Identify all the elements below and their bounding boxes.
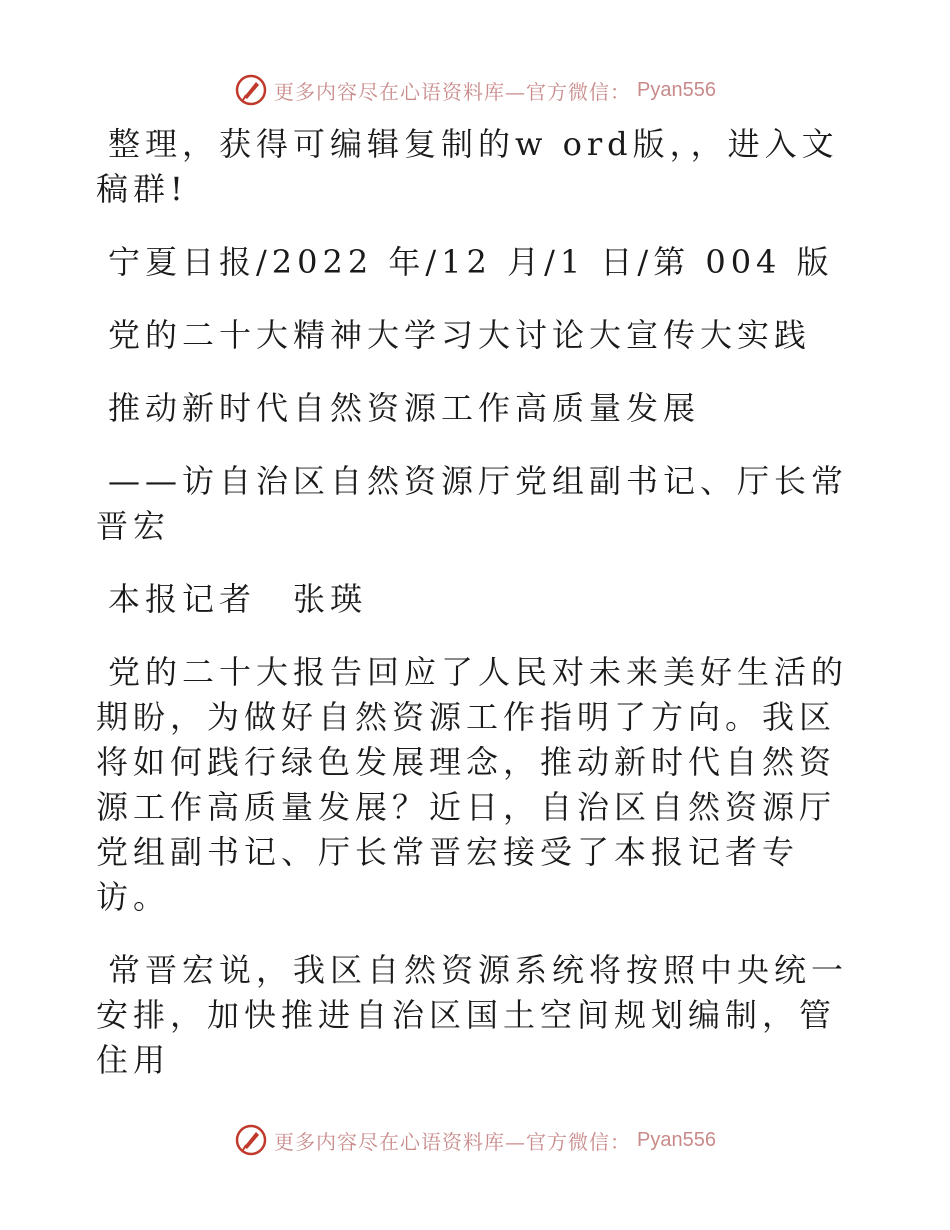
watermark-account: Pyan556	[637, 78, 716, 101]
intro-paragraph: 整理，获得可编辑复制的w ord版，，进入文稿群!	[96, 125, 839, 208]
publication-line: 宁夏日报/2022 年/12 月/1 日/第 004 版	[108, 243, 834, 281]
document-body	[96, 122, 856, 1111]
article-subtitle: ——访自治区自然资源厅党组副书记、厅长常晋宏	[96, 462, 849, 545]
body-paragraph: 常晋宏说，我区自然资源系统将按照中央统一安排，加快推进自治区国土空间规划编制，管住用	[96, 951, 849, 1079]
watermark-text: 更多内容尽在心语资料库—官方微信：	[274, 1129, 632, 1154]
body-paragraph: 党的二十大报告回应了人民对未来美好生活的期盼，为做好自然资源工作指明了方向。我区将如何践行绿色发展理念，推动新时代自然资源工作高质量发展？近日，自治区自然资源厅党组副书记、厅长常晋宏接受了本报记者专访。	[96, 653, 849, 916]
quill-pen-logo-icon	[234, 1123, 268, 1157]
column-title: 党的二十大精神大学习大讨论大宣传大实践	[108, 316, 812, 354]
quill-pen-logo-icon	[234, 73, 268, 107]
byline: 本报记者 张瑛	[108, 580, 368, 618]
watermark-account: Pyan556	[637, 1128, 716, 1151]
watermark-text: 更多内容尽在心语资料库—官方微信：	[274, 79, 632, 104]
header-watermark	[0, 70, 950, 110]
footer-watermark	[0, 1120, 950, 1160]
article-title: 推动新时代自然资源工作高质量发展	[108, 389, 701, 427]
